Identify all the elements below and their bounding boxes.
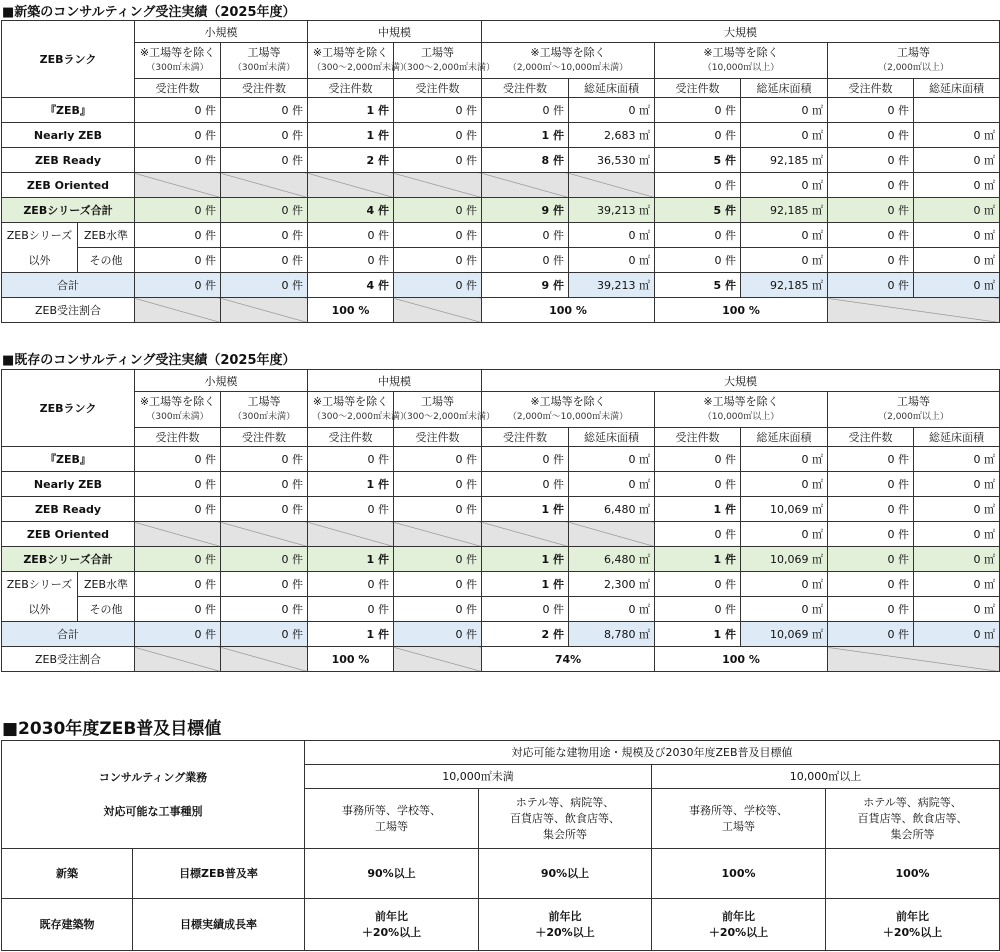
header-medium-scale: 中規模 bbox=[308, 21, 482, 43]
cell: 2 件 bbox=[482, 622, 569, 647]
cell: 0 件 bbox=[221, 472, 308, 497]
section2-title: ■既存のコンサルティング受注実績（2025年度） bbox=[2, 353, 296, 368]
row-label-zeb-level: ZEB水準 bbox=[78, 572, 135, 597]
header-large-excl-factory-1: ※工場等を除く （2,000㎡～10,000㎡未満） bbox=[482, 43, 655, 79]
cell: 9 件 bbox=[482, 198, 569, 223]
cell: 0 件 bbox=[482, 223, 569, 248]
header-area: 総延床面積 bbox=[569, 79, 655, 98]
na-cell bbox=[828, 298, 1000, 323]
use-office-school-factory: 事務所等、学校等、 工場等 bbox=[652, 789, 826, 849]
cell: 0 件 bbox=[135, 622, 221, 647]
cell: 0 ㎡ bbox=[914, 148, 1000, 173]
section3-title: ■2030年度ZEB普及目標値 bbox=[2, 719, 222, 739]
header-area: 総延床面積 bbox=[741, 79, 828, 98]
cell: 0 件 bbox=[655, 223, 741, 248]
na-cell bbox=[135, 173, 221, 198]
cell: 0 件 bbox=[828, 223, 914, 248]
size-over-10000: 10,000㎡以上 bbox=[652, 765, 1000, 789]
cell: 1 件 bbox=[308, 123, 394, 148]
cell: 1 件 bbox=[308, 547, 394, 572]
row-label-zeb-series-total: ZEBシリーズ合計 bbox=[2, 547, 135, 572]
header-large-factory: 工場等 （2,000㎡以上） bbox=[828, 43, 1000, 79]
na-cell bbox=[482, 522, 569, 547]
na-cell bbox=[394, 647, 482, 672]
cell: 0 件 bbox=[308, 497, 394, 522]
header-small-scale: 小規模 bbox=[135, 370, 308, 392]
row-label-total: 合計 bbox=[2, 273, 135, 298]
cell: 0 件 bbox=[828, 547, 914, 572]
row-label-zeb-ratio: ZEB受注割合 bbox=[2, 647, 135, 672]
cell: 0 ㎡ bbox=[741, 472, 828, 497]
cell: 0 件 bbox=[828, 98, 914, 123]
row-group-other-than-series-2: 以外 bbox=[2, 597, 78, 622]
table-row bbox=[2, 198, 1000, 223]
na-cell bbox=[569, 522, 655, 547]
cell: 0 件 bbox=[828, 497, 914, 522]
header-medium-factory: 工場等 （300～2,000㎡未満） bbox=[394, 43, 482, 79]
cell: 0 件 bbox=[135, 98, 221, 123]
cell: 1 件 bbox=[308, 98, 394, 123]
target-zeb-rate-label: 目標ZEB普及率 bbox=[133, 849, 305, 899]
cell: 10,069 ㎡ bbox=[741, 547, 828, 572]
cell: 0 ㎡ bbox=[914, 273, 1000, 298]
cell: 0 ㎡ bbox=[914, 547, 1000, 572]
cell: 10,069 ㎡ bbox=[741, 622, 828, 647]
cell: 0 件 bbox=[394, 148, 482, 173]
na-cell bbox=[308, 173, 394, 198]
header-large-scale: 大規模 bbox=[482, 21, 1000, 43]
cell: 1 件 bbox=[482, 572, 569, 597]
cell: 0 件 bbox=[221, 198, 308, 223]
cell: 5 件 bbox=[655, 198, 741, 223]
header-zeb-rank: ZEBランク bbox=[2, 21, 135, 98]
cell: 0 件 bbox=[655, 123, 741, 148]
cell: 0 ㎡ bbox=[914, 472, 1000, 497]
header-zeb-rank: ZEBランク bbox=[2, 370, 135, 447]
header-count: 受注件数 bbox=[135, 428, 221, 447]
cell: 0 ㎡ bbox=[569, 98, 655, 123]
row-label-others: その他 bbox=[78, 248, 135, 273]
cell: 0 件 bbox=[655, 522, 741, 547]
cell: 0 件 bbox=[828, 148, 914, 173]
row-label-nearly-zeb: Nearly ZEB bbox=[2, 123, 135, 148]
cell: 0 件 bbox=[394, 497, 482, 522]
cell: 8,780 ㎡ bbox=[569, 622, 655, 647]
cell: 2,300 ㎡ bbox=[569, 572, 655, 597]
cell: 0 件 bbox=[221, 547, 308, 572]
cell: 0 件 bbox=[828, 472, 914, 497]
cell: 0 件 bbox=[655, 173, 741, 198]
header-area: 総延床面積 bbox=[569, 428, 655, 447]
header-medium-factory: 工場等 （300～2,000㎡未満） bbox=[394, 392, 482, 428]
cell: 0 ㎡ bbox=[914, 522, 1000, 547]
row-label-zeb-ratio: ZEB受注割合 bbox=[2, 298, 135, 323]
cell: 0 件 bbox=[394, 273, 482, 298]
cell: 0 件 bbox=[308, 572, 394, 597]
cell: 0 ㎡ bbox=[914, 622, 1000, 647]
size-under-10000: 10,000㎡未満 bbox=[305, 765, 652, 789]
header-medium-excl-factory: ※工場等を除く （300～2,000㎡未満） bbox=[308, 392, 394, 428]
header-large-excl-factory-2: ※工場等を除く （10,000㎡以上） bbox=[655, 392, 828, 428]
cell: 0 件 bbox=[394, 622, 482, 647]
cell: 0 件 bbox=[828, 597, 914, 622]
table-row bbox=[2, 447, 1000, 472]
header-small-scale: 小規模 bbox=[135, 21, 308, 43]
cell: 0 ㎡ bbox=[741, 248, 828, 273]
cell: 0 ㎡ bbox=[741, 173, 828, 198]
cell: 0 ㎡ bbox=[741, 98, 828, 123]
cell: 1 件 bbox=[655, 547, 741, 572]
cell: 92,185 ㎡ bbox=[741, 273, 828, 298]
cell: 0 ㎡ bbox=[741, 223, 828, 248]
cell: 4 件 bbox=[308, 273, 394, 298]
cell: 2 件 bbox=[308, 148, 394, 173]
cell: 0 件 bbox=[482, 597, 569, 622]
cell: 0 件 bbox=[482, 447, 569, 472]
header-count: 受注件数 bbox=[655, 428, 741, 447]
cell: 0 ㎡ bbox=[569, 447, 655, 472]
cell: 0 ㎡ bbox=[741, 123, 828, 148]
na-cell bbox=[135, 298, 221, 323]
cell: 9 件 bbox=[482, 273, 569, 298]
header-small-excl-factory: ※工場等を除く （300㎡未満） bbox=[135, 392, 221, 428]
cell: 0 件 bbox=[655, 572, 741, 597]
cell: 0 件 bbox=[221, 148, 308, 173]
na-cell bbox=[135, 522, 221, 547]
cell: 4 件 bbox=[308, 198, 394, 223]
table-row bbox=[2, 273, 1000, 298]
table-row bbox=[2, 223, 1000, 248]
row-label-zeb-oriented: ZEB Oriented bbox=[2, 522, 135, 547]
cell: 0 ㎡ bbox=[741, 447, 828, 472]
table-row bbox=[2, 522, 1000, 547]
cell: 0 件 bbox=[135, 472, 221, 497]
cell: 0 件 bbox=[394, 248, 482, 273]
cell: 36,530 ㎡ bbox=[569, 148, 655, 173]
cell: 0 件 bbox=[135, 223, 221, 248]
ratio-large-1: 74% bbox=[482, 647, 655, 672]
header-count: 受注件数 bbox=[221, 79, 308, 98]
header-medium-scale: 中規模 bbox=[308, 370, 482, 392]
header-large-scale: 大規模 bbox=[482, 370, 1000, 392]
consulting-business-label: コンサルティング業務 bbox=[98, 770, 208, 784]
growth-value: 前年比 ＋20%以上 bbox=[479, 899, 652, 951]
cell: 0 件 bbox=[135, 148, 221, 173]
cell: 0 件 bbox=[221, 497, 308, 522]
cell: 10,069 ㎡ bbox=[741, 497, 828, 522]
cell: 6,480 ㎡ bbox=[569, 497, 655, 522]
row-label-nearly-zeb: Nearly ZEB bbox=[2, 472, 135, 497]
target-growth-rate-label: 目標実績成長率 bbox=[133, 899, 305, 951]
cell: 0 ㎡ bbox=[914, 173, 1000, 198]
cell: 8 件 bbox=[482, 148, 569, 173]
row-group-other-than-series: ZEBシリーズ bbox=[2, 223, 78, 248]
cell: 0 件 bbox=[221, 248, 308, 273]
cell: 0 件 bbox=[828, 522, 914, 547]
cell: 0 件 bbox=[394, 98, 482, 123]
cell: 0 件 bbox=[221, 622, 308, 647]
cell: 1 件 bbox=[482, 123, 569, 148]
use-office-school-factory: 事務所等、学校等、 工場等 bbox=[305, 789, 479, 849]
header-area: 総延床面積 bbox=[914, 79, 1000, 98]
cell: 0 件 bbox=[135, 123, 221, 148]
cell: 0 件 bbox=[655, 472, 741, 497]
table-row bbox=[2, 597, 1000, 622]
cell: 0 件 bbox=[394, 547, 482, 572]
cell: 0 件 bbox=[308, 597, 394, 622]
cell: 0 件 bbox=[828, 248, 914, 273]
cell: 5 件 bbox=[655, 148, 741, 173]
header-count: 受注件数 bbox=[135, 79, 221, 98]
header-count: 受注件数 bbox=[308, 79, 394, 98]
growth-value: 前年比 ＋20%以上 bbox=[826, 899, 1000, 951]
ratio-medium: 100 % bbox=[308, 298, 394, 323]
cell: 0 ㎡ bbox=[914, 198, 1000, 223]
target-value: 100% bbox=[652, 849, 826, 899]
cell: 0 件 bbox=[828, 447, 914, 472]
cell: 0 件 bbox=[394, 123, 482, 148]
cell: 0 件 bbox=[828, 198, 914, 223]
cell: 0 ㎡ bbox=[914, 223, 1000, 248]
row-label-zeb-ready: ZEB Ready bbox=[2, 497, 135, 522]
cell: 0 件 bbox=[828, 273, 914, 298]
cell: 0 ㎡ bbox=[741, 572, 828, 597]
header-area: 総延床面積 bbox=[914, 428, 1000, 447]
table-row bbox=[2, 98, 1000, 123]
header-count: 受注件数 bbox=[394, 428, 482, 447]
table-row bbox=[2, 472, 1000, 497]
header-count: 受注件数 bbox=[221, 428, 308, 447]
header-large-excl-factory-2: ※工場等を除く （10,000㎡以上） bbox=[655, 43, 828, 79]
header-count: 受注件数 bbox=[828, 79, 914, 98]
header-count: 受注件数 bbox=[655, 79, 741, 98]
cell: 0 件 bbox=[828, 622, 914, 647]
zeb-target-table bbox=[1, 740, 1000, 951]
target-value: 90%以上 bbox=[479, 849, 652, 899]
header-small-factory: 工場等 （300㎡未満） bbox=[221, 43, 308, 79]
ratio-medium: 100 % bbox=[308, 647, 394, 672]
cell: 0 ㎡ bbox=[914, 597, 1000, 622]
cell: 0 件 bbox=[135, 597, 221, 622]
ratio-large-2: 100 % bbox=[655, 298, 828, 323]
cell: 0 ㎡ bbox=[741, 522, 828, 547]
cell: 0 件 bbox=[655, 248, 741, 273]
cell: 0 件 bbox=[221, 273, 308, 298]
row-label-zeb: 『ZEB』 bbox=[2, 447, 135, 472]
cell: 0 件 bbox=[221, 572, 308, 597]
na-cell bbox=[394, 173, 482, 198]
na-cell bbox=[221, 647, 308, 672]
row-label-zeb-ready: ZEB Ready bbox=[2, 148, 135, 173]
row-label-zeb-level: ZEB水準 bbox=[78, 223, 135, 248]
cell: 0 ㎡ bbox=[569, 472, 655, 497]
use-hotel-hospital-etc: ホテル等、病院等、 百貨店等、飲食店等、 集会所等 bbox=[479, 789, 652, 849]
growth-value: 前年比 ＋20%以上 bbox=[305, 899, 479, 951]
cell: 1 件 bbox=[655, 497, 741, 522]
header-count: 受注件数 bbox=[482, 428, 569, 447]
na-cell bbox=[394, 298, 482, 323]
cell: 0 件 bbox=[828, 572, 914, 597]
cell: 0 ㎡ bbox=[914, 447, 1000, 472]
na-cell bbox=[221, 522, 308, 547]
cell: 0 ㎡ bbox=[914, 123, 1000, 148]
row-label-zeb: 『ZEB』 bbox=[2, 98, 135, 123]
cell: 0 ㎡ bbox=[914, 248, 1000, 273]
table-row bbox=[2, 298, 1000, 323]
cell: 0 件 bbox=[394, 198, 482, 223]
existing-building-label: 既存建築物 bbox=[2, 899, 133, 951]
cell: 0 件 bbox=[482, 98, 569, 123]
new-construction-label: 新築 bbox=[2, 849, 133, 899]
cell: 0 件 bbox=[221, 223, 308, 248]
cell: 1 件 bbox=[482, 547, 569, 572]
na-cell bbox=[308, 522, 394, 547]
cell: 0 件 bbox=[308, 223, 394, 248]
cell bbox=[914, 98, 1000, 123]
target-top-header: 対応可能な建物用途・規模及び2030年度ZEB普及目標値 bbox=[305, 741, 1000, 765]
row-label-zeb-series-total: ZEBシリーズ合計 bbox=[2, 198, 135, 223]
table-row bbox=[2, 497, 1000, 522]
table-row bbox=[2, 547, 1000, 572]
cell: 2,683 ㎡ bbox=[569, 123, 655, 148]
cell: 6,480 ㎡ bbox=[569, 547, 655, 572]
na-cell bbox=[482, 173, 569, 198]
na-cell bbox=[394, 522, 482, 547]
cell: 0 ㎡ bbox=[569, 223, 655, 248]
cell: 0 件 bbox=[655, 597, 741, 622]
cell: 0 ㎡ bbox=[569, 597, 655, 622]
existing-building-table bbox=[1, 369, 1000, 672]
table-row bbox=[2, 123, 1000, 148]
cell: 39,213 ㎡ bbox=[569, 198, 655, 223]
cell: 0 件 bbox=[308, 248, 394, 273]
table-row bbox=[2, 173, 1000, 198]
cell: 0 ㎡ bbox=[914, 572, 1000, 597]
header-area: 総延床面積 bbox=[741, 428, 828, 447]
cell: 0 件 bbox=[221, 597, 308, 622]
na-cell bbox=[221, 173, 308, 198]
cell: 92,185 ㎡ bbox=[741, 198, 828, 223]
cell: 0 件 bbox=[482, 248, 569, 273]
cell: 0 件 bbox=[221, 123, 308, 148]
consulting-header bbox=[2, 741, 305, 849]
cell: 0 件 bbox=[135, 497, 221, 522]
header-small-excl-factory: ※工場等を除く （300㎡未満） bbox=[135, 43, 221, 79]
row-label-others: その他 bbox=[78, 597, 135, 622]
cell: 0 件 bbox=[135, 572, 221, 597]
cell: 1 件 bbox=[308, 472, 394, 497]
row-label-total: 合計 bbox=[2, 622, 135, 647]
cell: 0 件 bbox=[482, 472, 569, 497]
target-value: 100% bbox=[826, 849, 1000, 899]
cell: 0 件 bbox=[655, 98, 741, 123]
table-row bbox=[2, 248, 1000, 273]
na-cell bbox=[135, 647, 221, 672]
ratio-large-1: 100 % bbox=[482, 298, 655, 323]
table-row bbox=[2, 572, 1000, 597]
na-cell bbox=[569, 173, 655, 198]
cell: 0 件 bbox=[135, 547, 221, 572]
cell: 0 件 bbox=[655, 447, 741, 472]
row-group-other-than-series-2: 以外 bbox=[2, 248, 78, 273]
cell: 39,213 ㎡ bbox=[569, 273, 655, 298]
section1-title: ■新築のコンサルティング受注実績（2025年度） bbox=[2, 5, 296, 20]
cell: 1 件 bbox=[308, 622, 394, 647]
cell: 0 ㎡ bbox=[569, 248, 655, 273]
cell: 0 ㎡ bbox=[741, 597, 828, 622]
new-construction-table bbox=[1, 20, 1000, 323]
cell: 0 件 bbox=[828, 123, 914, 148]
header-count: 受注件数 bbox=[394, 79, 482, 98]
header-medium-excl-factory: ※工場等を除く （300～2,000㎡未満） bbox=[308, 43, 394, 79]
cell: 0 件 bbox=[828, 173, 914, 198]
table-row bbox=[2, 622, 1000, 647]
row-label-zeb-oriented: ZEB Oriented bbox=[2, 173, 135, 198]
cell: 0 件 bbox=[394, 223, 482, 248]
cell: 0 件 bbox=[308, 447, 394, 472]
na-cell bbox=[828, 647, 1000, 672]
header-large-excl-factory-1: ※工場等を除く （2,000㎡～10,000㎡未満） bbox=[482, 392, 655, 428]
use-hotel-hospital-etc: ホテル等、病院等、 百貨店等、飲食店等、 集会所等 bbox=[826, 789, 1000, 849]
cell: 0 件 bbox=[135, 248, 221, 273]
cell: 5 件 bbox=[655, 273, 741, 298]
cell: 0 件 bbox=[135, 447, 221, 472]
table-row bbox=[2, 148, 1000, 173]
growth-value: 前年比 ＋20%以上 bbox=[652, 899, 826, 951]
header-large-factory: 工場等 （2,000㎡以上） bbox=[828, 392, 1000, 428]
row-group-other-than-series: ZEBシリーズ bbox=[2, 572, 78, 597]
cell: 0 件 bbox=[135, 273, 221, 298]
cell: 0 ㎡ bbox=[914, 497, 1000, 522]
cell: 0 件 bbox=[394, 472, 482, 497]
cell: 0 件 bbox=[394, 597, 482, 622]
header-small-factory: 工場等 （300㎡未満） bbox=[221, 392, 308, 428]
cell: 0 件 bbox=[221, 98, 308, 123]
na-cell bbox=[221, 298, 308, 323]
header-count: 受注件数 bbox=[482, 79, 569, 98]
cell: 0 件 bbox=[135, 198, 221, 223]
cell: 1 件 bbox=[655, 622, 741, 647]
target-value: 90%以上 bbox=[305, 849, 479, 899]
ratio-large-2: 100 % bbox=[655, 647, 828, 672]
cell: 0 件 bbox=[394, 572, 482, 597]
cell: 0 件 bbox=[221, 447, 308, 472]
header-count: 受注件数 bbox=[828, 428, 914, 447]
cell: 1 件 bbox=[482, 497, 569, 522]
construction-type-label: 対応可能な工事種別 bbox=[103, 804, 203, 818]
header-count: 受注件数 bbox=[308, 428, 394, 447]
table-row bbox=[2, 647, 1000, 672]
cell: 92,185 ㎡ bbox=[741, 148, 828, 173]
cell: 0 件 bbox=[394, 447, 482, 472]
